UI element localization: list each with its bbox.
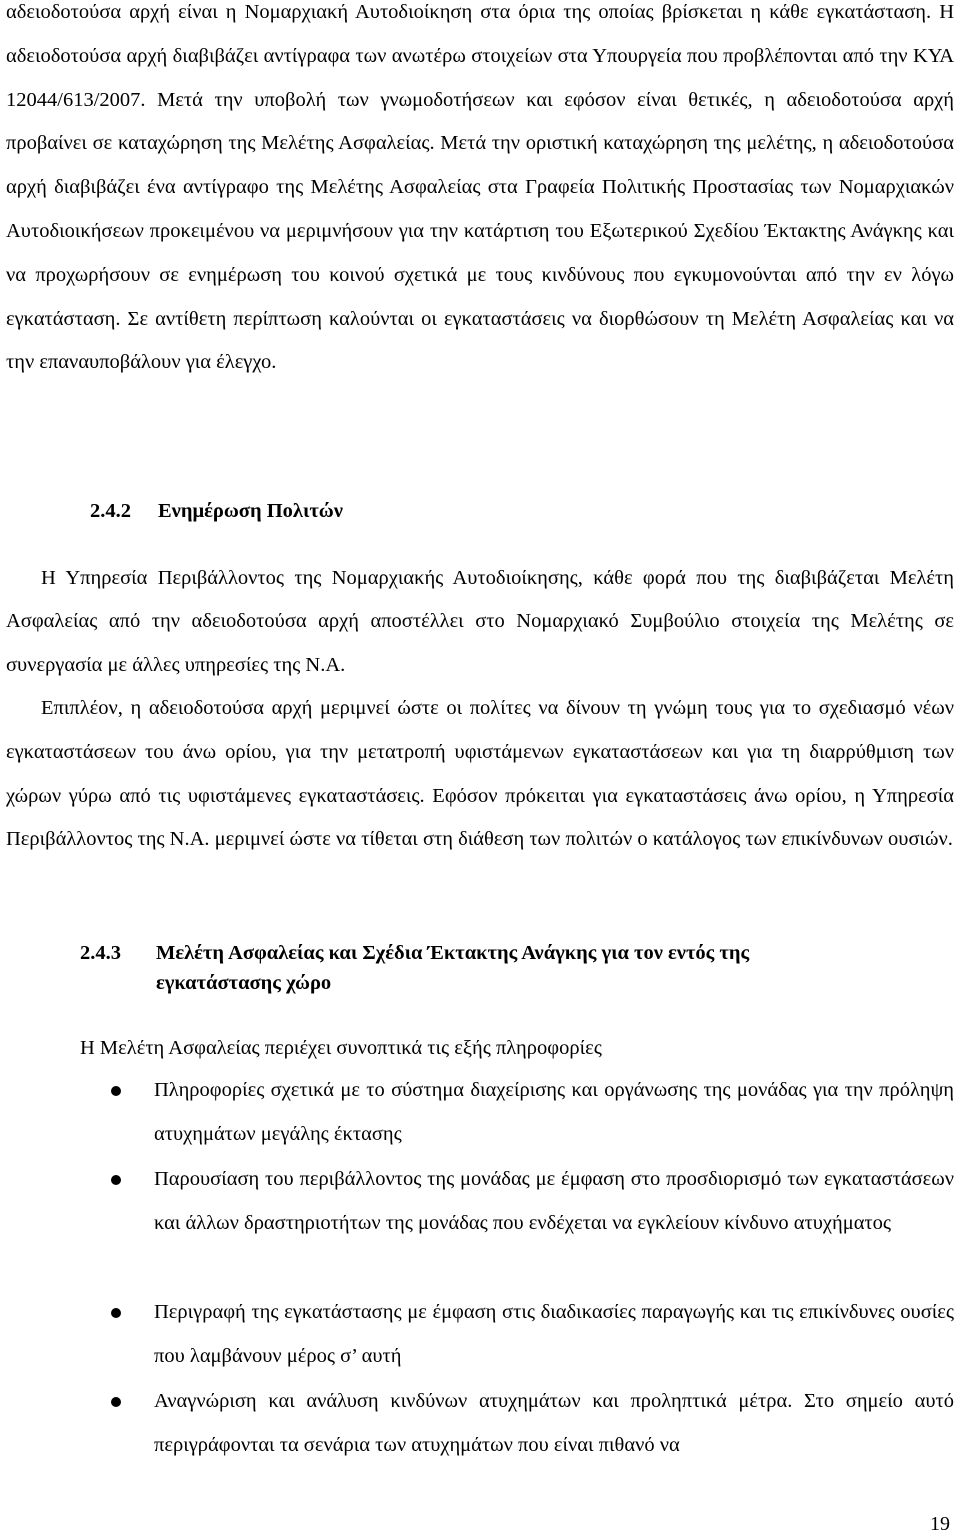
list-item-text: Πληροφορίες σχετικά με το σύστημα διαχείρισης και οργάνωσης της μονάδας για την πρόληψη ατυχημάτων μεγάλης έκτασης — [154, 1079, 954, 1145]
section-number: 2.4.2 — [90, 500, 131, 522]
list-item-text: Αναγνώριση και ανάλυση κινδύνων ατυχημάτων και προληπτικά μέτρα. Στο σημείο αυτό περιγράφονται τα σενάρια των ατυχημάτων που είναι πιθανό να — [154, 1390, 954, 1456]
list-item-text: Παρουσίαση του περιβάλλοντος της μονάδας με έμφαση στο προσδιορισμό των εγκαταστάσεων και άλλων δραστηριοτήτων της μονάδας που ενδέχεται να εγκλείουν κίνδυνο ατυχήματος — [154, 1168, 954, 1234]
bullet-icon — [111, 1175, 121, 1185]
bullet-icon — [111, 1397, 121, 1407]
page-number: 19 — [930, 1513, 950, 1535]
paragraph-environment-service: Η Υπηρεσία Περιβάλλοντος της Νομαρχιακής Αυτοδιοίκησης, κάθε φορά που της διαβιβάζεται Μελέτη Ασφαλείας από την αδειοδοτούσα αρχή αποστέλλει στο Νομαρχιακό Συμβούλιο στοιχεία της Μελέτης σε συνεργασία με άλλες υπηρεσίες της Ν.Α. — [6, 567, 954, 676]
paragraph-licensing-procedure: αδειοδοτούσα αρχή είναι η Νομαρχιακή Αυτοδιοίκηση στα όρια της οποίας βρίσκεται η κάθε εγκατάσταση. Η αδειοδοτούσα αρχή διαβιβάζει αντίγραφα των ανωτέρω στοιχείων στα Υπουργεία που προβλέπονται από την ΚΥΑ 12044/613/2007. Μετά την υποβολή των γνωμοδοτήσεων και εφόσον είναι θετικές, η αδειοδοτούσα αρχή προβαίνει σε καταχώρηση της Μελέτης Ασφαλείας. Μετά την οριστική καταχώρηση της μελέτης, η αδειοδοτούσα αρχή διαβιβάζει ένα αντίγραφο της Μελέτης Ασφαλείας στα Γραφεία Πολιτικής Προστασίας των Νομαρχιακών Αυτοδιοικήσεων προκειμένου να μεριμνήσουν για την κατάρτιση του Εξωτερικού Σχεδίου Έκτακτης Ανάγκης και να προχωρήσουν σε ενημέρωση του κοινού σχετικά με τους κινδύνους που εγκυμονούνται από την εν λόγω εγκατάσταση. Σε αντίθετη περίπτωση καλούνται οι εγκαταστάσεις να διορθώσουν τη Μελέτη Ασφαλείας και να την επαναυποβάλουν για έλεγχο. — [6, 1, 954, 374]
paragraph-public-participation: Επιπλέον, η αδειοδοτούσα αρχή μεριμνεί ώστε οι πολίτες να δίνουν τη γνώμη τους για το σχεδιασμό νέων εγκαταστάσεων του άνω ορίου, για την μετατροπή υφιστάμενων εγκαταστάσεων και για τη διαρρύθμιση των χώρων γύρω από τις υφιστάμενες εγκαταστάσεις. Εφόσον πρόκειται για εγκαταστάσεις άνω ορίου, η Υπηρεσία Περιβάλλοντος της Ν.Α. μεριμνεί ώστε να τίθεται στη διάθεση των πολιτών ο κατάλογος των επικίνδυνων ουσιών. — [6, 697, 954, 851]
paragraph-safety-study-intro: Η Μελέτη Ασφαλείας περιέχει συνοπτικά τις εξής πληροφορίες — [80, 1037, 602, 1059]
section-number: 2.4.3 — [80, 942, 121, 964]
section-title-line-1: Μελέτη Ασφαλείας και Σχέδια Έκτακτης Ανάγκης για τον εντός της — [156, 942, 750, 964]
section-title: Ενημέρωση Πολιτών — [158, 500, 343, 522]
list-item-text: Περιγραφή της εγκατάστασης με έμφαση στις διαδικασίες παραγωγής και τις επικίνδυνες ουσίες που λαμβάνουν μέρος σ’ αυτή — [154, 1301, 954, 1367]
bullet-icon — [111, 1308, 121, 1318]
bullet-icon — [111, 1086, 121, 1096]
section-title-line-2: εγκατάστασης χώρο — [156, 972, 332, 994]
